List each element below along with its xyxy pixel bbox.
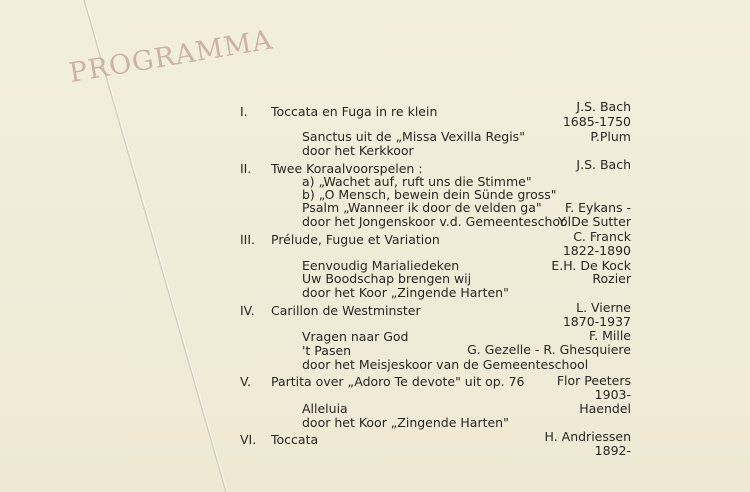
section-number: V. xyxy=(240,374,251,389)
piece-title: Carillon de Westminster xyxy=(271,303,421,318)
performer-line: door het Kerkkoor xyxy=(302,143,414,158)
composer: E.H. De Kock xyxy=(551,258,631,273)
composer: P.Plum xyxy=(590,129,631,144)
performer-line: door het Koor „Zingende Harten" xyxy=(302,415,509,430)
piece-subtitle: a) „Wachet auf, ruft uns die Stimme" xyxy=(302,174,532,189)
composer: Rozier xyxy=(592,271,631,286)
program-title: PROGRAMMA xyxy=(66,24,276,90)
composer-dates: 1903- xyxy=(594,387,631,402)
composer: C. Franck xyxy=(573,229,631,244)
composer: L. Vierne xyxy=(576,300,631,315)
composer: Flor Peeters xyxy=(556,373,631,388)
piece-title: Toccata en Fuga in re klein xyxy=(271,104,438,119)
piece-title: 't Pasen xyxy=(302,343,352,358)
piece-title: Prélude, Fugue et Variation xyxy=(271,232,440,247)
piece-title: Toccata xyxy=(271,432,319,447)
performer-line: door het Koor „Zingende Harten" xyxy=(302,285,509,300)
section-number: II. xyxy=(240,161,252,176)
composer-dates: 1870-1937 xyxy=(562,314,631,329)
composer: F. Eykans - xyxy=(564,200,631,215)
piece-subtitle: b) „O Mensch, bewein dein Sünde gross" xyxy=(302,187,557,202)
composer-dates: 1685-1750 xyxy=(562,114,631,129)
composer: J.S. Bach xyxy=(576,157,631,172)
composer: G. Gezelle - R. Ghesquiere xyxy=(467,342,631,357)
piece-title: Partita over „Adoro Te devote" uit op. 76 xyxy=(271,374,525,389)
section-number: III. xyxy=(240,232,256,247)
section-number: IV. xyxy=(240,303,255,318)
piece-title: Sanctus uit de „Missa Vexilla Regis" xyxy=(302,129,525,144)
composer: F. Mille xyxy=(588,328,631,343)
piece-title: Uw Boodschap brengen wij xyxy=(302,271,472,286)
piece-title: Vragen naar God xyxy=(302,329,409,344)
performer-line: door het Jongenskoor v.d. Gemeenteschool xyxy=(302,214,572,229)
piece-title: Psalm „Wanneer ik door de velden ga" xyxy=(302,200,542,215)
composer: Haendel xyxy=(579,401,631,416)
composer: Y. De Sutter xyxy=(558,214,631,229)
composer: J.S. Bach xyxy=(576,99,631,114)
piece-title: Alleluia xyxy=(302,401,348,416)
performer-line: door het Meisjeskoor van de Gemeenteschool xyxy=(302,357,589,372)
composer-dates: 1892- xyxy=(594,443,631,458)
section-number: I. xyxy=(240,104,248,119)
piece-title: Twee Koraalvoorspelen : xyxy=(271,161,423,176)
section-number: VI. xyxy=(240,432,257,447)
composer: H. Andriessen xyxy=(544,429,631,444)
piece-title: Eenvoudig Marialiedeken xyxy=(302,258,460,273)
composer-dates: 1822-1890 xyxy=(562,243,631,258)
